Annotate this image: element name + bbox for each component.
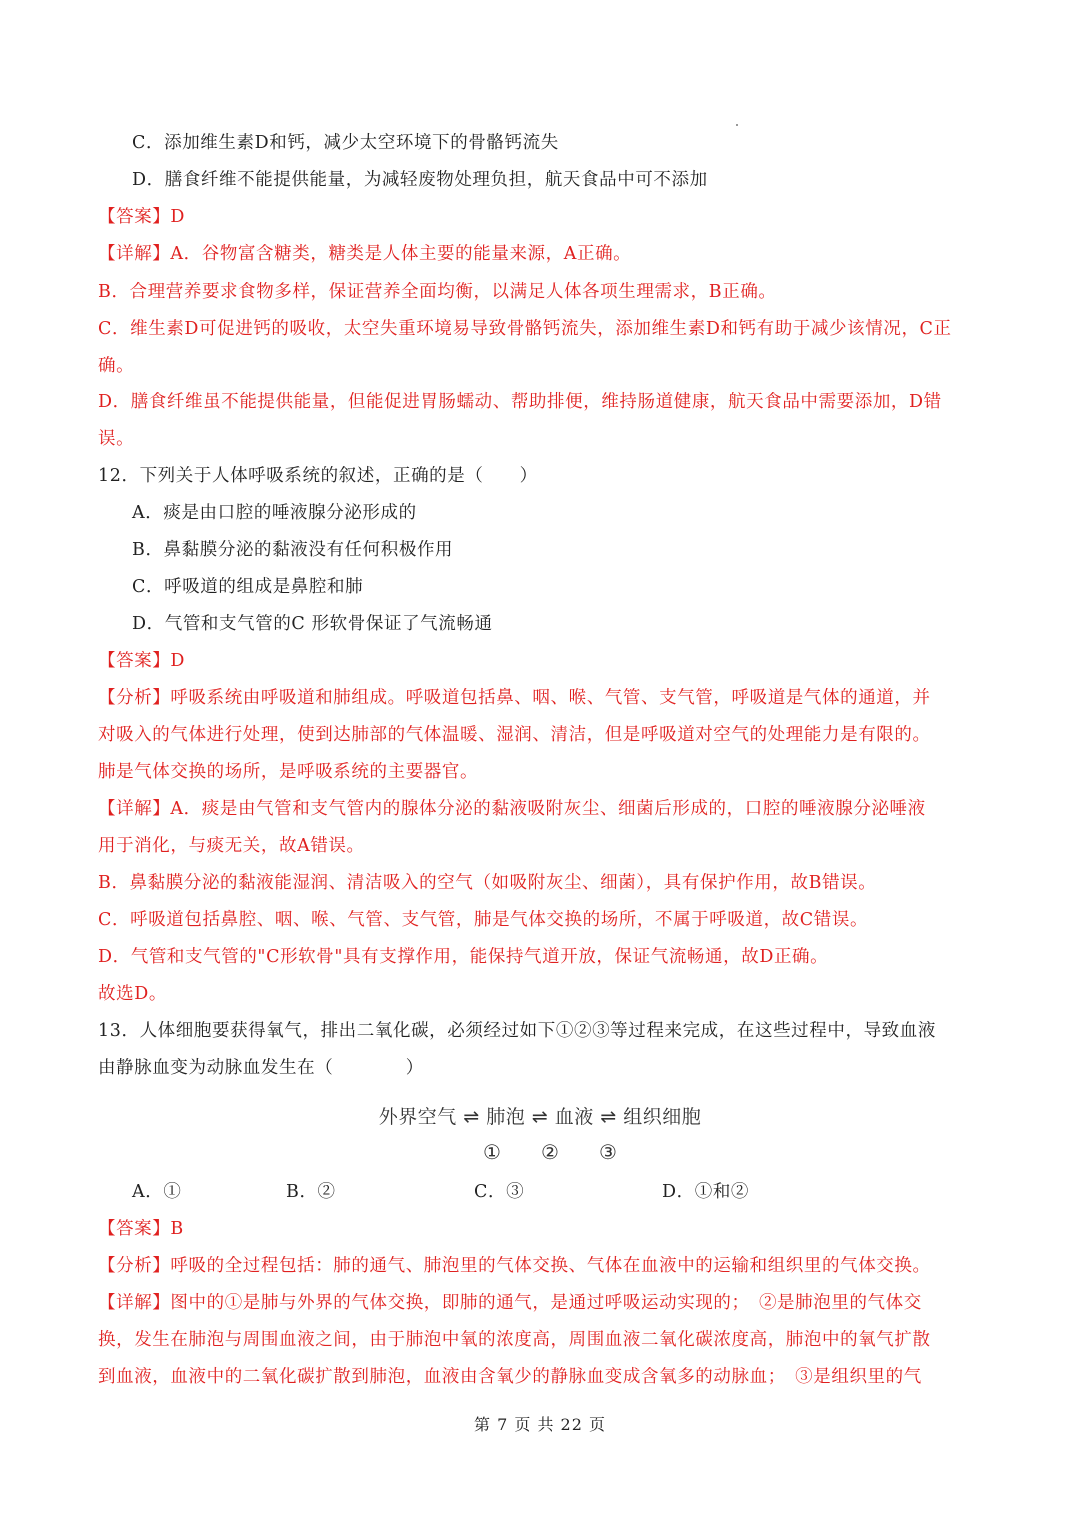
q11-detail-line: 误。 xyxy=(98,429,135,449)
q11-answer xyxy=(98,205,185,229)
q13-analysis-line xyxy=(98,1254,931,1278)
scan-speck xyxy=(736,124,738,126)
analysis-text: 呼吸的全过程包括：肺的通气、肺泡里的气体交换、气体在血液中的运输和组织里的气体交换。 xyxy=(170,1256,931,1276)
q12-analysis-line xyxy=(98,686,931,710)
q13-option-b: B．② xyxy=(286,1182,336,1202)
q13-option-c: C．③ xyxy=(474,1182,525,1202)
diagram-step-labels xyxy=(0,1140,1080,1166)
q12-detail-line: 故选D。 xyxy=(98,984,167,1004)
q11-detail-line: B．合理营养要求食物多样，保证营养全面均衡，以满足人体各项生理需求，B正确。 xyxy=(98,282,777,302)
q12-answer xyxy=(98,649,185,673)
analysis-tag: 【分析】 xyxy=(98,688,171,708)
gas-exchange-flow-diagram: 外界空气 ⇌ 肺泡 ⇌ 血液 ⇌ 组织细胞 xyxy=(378,1106,702,1128)
q13-option-a: A．① xyxy=(132,1182,182,1202)
q13-detail-line xyxy=(98,1291,922,1315)
answer-value: B xyxy=(170,1219,184,1239)
detail-text: 图中的①是肺与外界的气体交换，即肺的通气，是通过呼吸运动实现的； ②是肺泡里的气体交 xyxy=(170,1293,922,1313)
q12-detail-line: 用于消化，与痰无关，故A错误。 xyxy=(98,836,365,856)
detail-tag: 【详解】 xyxy=(98,244,171,264)
analysis-tag: 【分析】 xyxy=(98,1256,171,1276)
q12-option-c: C．呼吸道的组成是鼻腔和肺 xyxy=(132,577,364,597)
q11-detail-line: D．膳食纤维虽不能提供能量，但能促进胃肠蠕动、帮助排便，维持肠道健康，航天食品中需要添加，D错 xyxy=(98,392,942,412)
q12-analysis-line: 肺是气体交换的场所，是呼吸系统的主要器官。 xyxy=(98,762,479,782)
answer-tag: 【答案】 xyxy=(98,651,171,671)
q12-option-a: A．痰是由口腔的唾液腺分泌形成的 xyxy=(132,503,417,523)
q11-option-d: D．膳食纤维不能提供能量，为减轻废物处理负担，航天食品中可不添加 xyxy=(132,170,708,190)
q12-detail-line xyxy=(98,797,926,821)
q12-option-b: B．鼻黏膜分泌的黏液没有任何积极作用 xyxy=(132,540,454,560)
q12-option-d: D．气管和支气管的C 形软骨保证了气流畅通 xyxy=(132,614,493,634)
answer-value: D xyxy=(170,651,186,671)
step-label-3: ③ xyxy=(599,1140,617,1164)
page-number-footer: 第 7 页 共 22 页 xyxy=(474,1415,606,1434)
detail-text: A．痰是由气管和支气管内的腺体分泌的黏液吸附灰尘、细菌后形成的，口腔的唾液腺分泌唾液 xyxy=(170,799,926,819)
q11-detail-line: C．维生素D可促进钙的吸收，太空失重环境易导致骨骼钙流失，添加维生素D和钙有助于减少该情况，C正 xyxy=(98,319,952,339)
q13-stem-line: 由静脉血变为动脉血发生在（ ） xyxy=(98,1058,424,1078)
q11-detail-line: 确。 xyxy=(98,356,135,376)
step-label-2: ② xyxy=(541,1140,559,1164)
answer-tag: 【答案】 xyxy=(98,1219,171,1239)
answer-value: D xyxy=(170,207,186,227)
q13-detail-line: 到血液，血液中的二氧化碳扩散到肺泡，血液由含氧少的静脉血变成含氧多的动脉血； ③是组织里的气 xyxy=(98,1367,922,1387)
q13-detail-line: 换，发生在肺泡与周围血液之间，由于肺泡中氧的浓度高，周围血液二氧化碳浓度高，肺泡中的氧气扩散 xyxy=(98,1330,931,1350)
q12-stem: 12．下列关于人体呼吸系统的叙述，正确的是（ ） xyxy=(98,466,538,486)
answer-tag: 【答案】 xyxy=(98,207,171,227)
q11-detail-line xyxy=(98,242,631,266)
step-label-1: ① xyxy=(483,1140,501,1164)
q13-stem-line: 13．人体细胞要获得氧气，排出二氧化碳，必须经过如下①②③等过程来完成，在这些过程中，导致血液 xyxy=(98,1021,936,1041)
q12-detail-line: C．呼吸道包括鼻腔、咽、喉、气管、支气管，肺是气体交换的场所，不属于呼吸道，故C错误。 xyxy=(98,910,869,930)
detail-text: A．谷物富含糖类，糖类是人体主要的能量来源，A正确。 xyxy=(170,244,632,264)
detail-tag: 【详解】 xyxy=(98,1293,171,1313)
q12-detail-line: B．鼻黏膜分泌的黏液能湿润、清洁吸入的空气（如吸附灰尘、细菌），具有保护作用，故B错误。 xyxy=(98,873,877,893)
detail-tag: 【详解】 xyxy=(98,799,171,819)
q13-answer xyxy=(98,1217,184,1241)
q11-option-c: C．添加维生素D和钙，减少太空环境下的骨骼钙流失 xyxy=(132,133,559,153)
q12-detail-line: D．气管和支气管的"C形软骨"具有支撑作用，能保持气道开放，保证气流畅通，故D正确。 xyxy=(98,947,829,967)
analysis-text: 呼吸系统由呼吸道和肺组成。呼吸道包括鼻、咽、喉、气管、支气管，呼吸道是气体的通道，并 xyxy=(170,688,931,708)
q13-option-d: D．①和② xyxy=(662,1182,750,1202)
q12-analysis-line: 对吸入的气体进行处理，使到达肺部的气体温暖、湿润、清洁，但是呼吸道对空气的处理能力是有限的。 xyxy=(98,725,931,745)
